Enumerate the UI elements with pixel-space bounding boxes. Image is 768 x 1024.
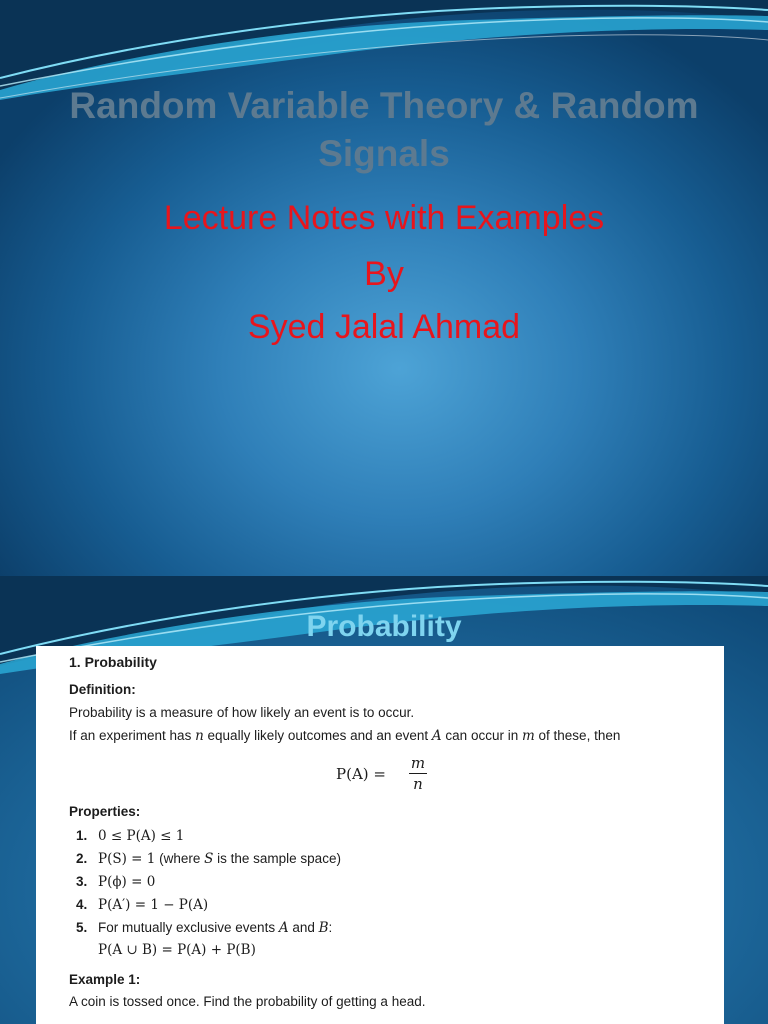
subtitle-line-3: Syed Jalal Ahmad	[247, 308, 521, 346]
slide-title: Probability	[306, 610, 462, 643]
example-label: Example 1:	[69, 972, 141, 987]
deck-title: Random Variable Theory & Random Signals	[69, 85, 699, 174]
example-text: A coin is tossed once. Find the probability of getting a head.	[69, 994, 426, 1009]
property-item: 1. 0 ≤ P(A) ≤ 1	[76, 828, 185, 844]
notes-card: 1. Probability Definition: Probability is a measure of how likely an event is to occur. If an experiment has n equally likely outcomes and an event A can occur in m of these, then P(A) = m n Properties: 1. 0 ≤ P(A) ≤ 1 2. P(S) = 1 (where S is the sample space) 3. P(ϕ) = 0 4. P(A′) = 1 − P(A) 5. For mutually exclusive events A and B: P(A ∪ B) = P(A) + P(B) Example 1: A coin is tossed once. Find the probability of getting a head.	[36, 646, 724, 1024]
property-item: 5. For mutually exclusive events A and B:	[76, 920, 333, 936]
definition-condition: If an experiment has n equally likely outcomes and an event A can occur in m of these, then	[69, 728, 621, 744]
subtitle-line-2: By	[364, 255, 404, 293]
definition-text: Probability is a measure of how likely an event is to occur.	[69, 705, 415, 720]
property-item: 3. P(ϕ) = 0	[76, 874, 156, 890]
property-item: 4. P(A′) = 1 − P(A)	[76, 897, 209, 913]
subtitle-line-1: Lecture Notes with Examples	[163, 199, 605, 237]
section-heading: 1. Probability	[69, 654, 157, 670]
definition-label: Definition:	[69, 682, 136, 697]
property-item: 2. P(S) = 1 (where S is the sample space)	[76, 851, 341, 867]
properties-label: Properties:	[69, 804, 141, 819]
probability-slide	[0, 576, 768, 1024]
property-5-formula: P(A ∪ B) = P(A) + P(B)	[98, 942, 256, 958]
